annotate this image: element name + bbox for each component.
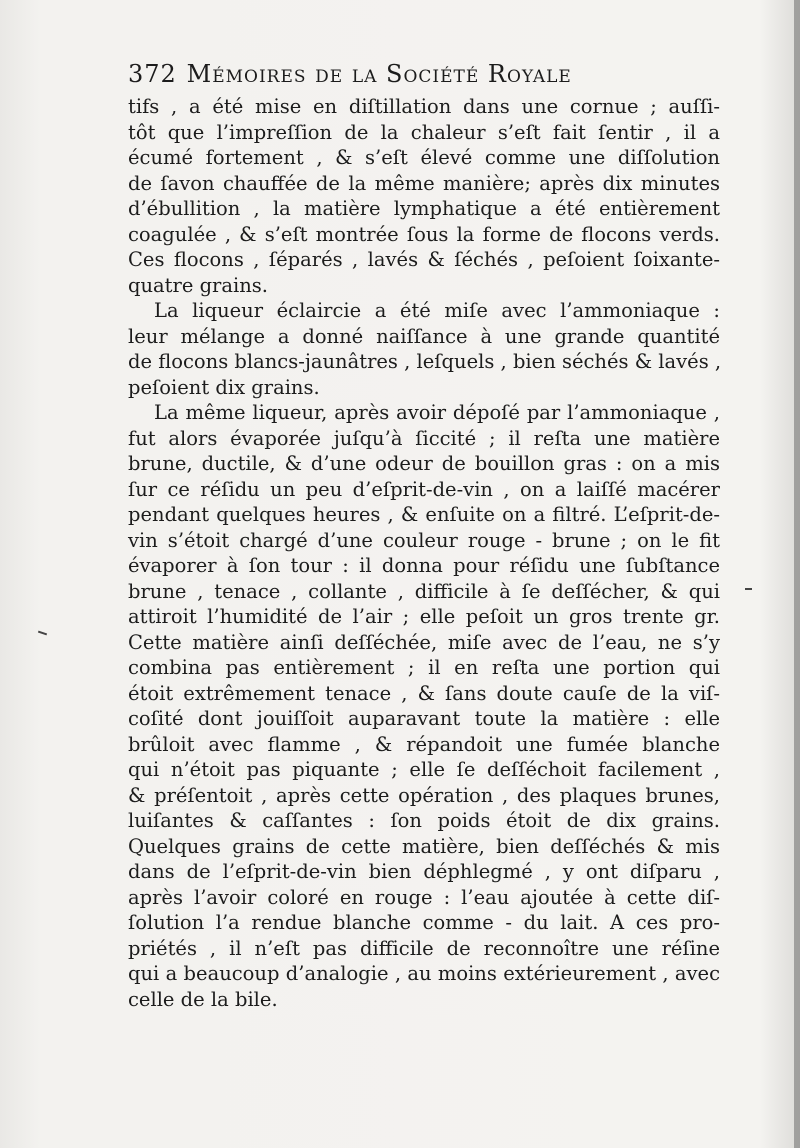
text-line: leur mélange a donné naiſſance à une grande quantité — [128, 324, 720, 348]
text-line: brune , tenace , collante , difficile à ſe deſſécher, & qui — [128, 579, 720, 603]
text-line: quatre grains. — [128, 273, 268, 297]
text-line: brûloit avec flamme , & répandoit une fumée blanche — [128, 732, 720, 756]
text-line: qui a beaucoup d’analogie , au moins extérieurement , avec — [128, 962, 720, 985]
text-line: La liqueur éclaircie a été miſe avec l’ammoniaque : — [154, 299, 720, 322]
text-line: étoit extrêmement tenace , & ſans doute cauſe de la viſ- — [128, 681, 720, 705]
text-line: d’ébullition , la matière lymphatique a été entièrement — [128, 197, 720, 220]
text-line: Ces flocons , ſéparés , lavés & ſéchés , peſoient ſoixante- — [128, 248, 720, 271]
text-line: ſur ce réſidu un peu d’eſprit-de-vin , on a laiſſé macérer — [128, 477, 720, 501]
text-line: qui n’étoit pas piquante ; elle ſe deſſéchoit facilement , — [128, 758, 720, 781]
text-line: vin s’étoit chargé d’une couleur rouge - brune ; on le fit — [128, 528, 720, 552]
text-line: peſoient dix grains. — [128, 375, 320, 399]
text-line: brune, ductile, & d’une odeur de bouillon gras : on a mis — [128, 452, 720, 475]
text-line: celle de la bile. — [128, 987, 278, 1011]
text-line: après l’avoir coloré en rouge : l’eau ajoutée à cette diſ- — [128, 885, 720, 909]
running-header — [128, 60, 728, 96]
text-line: Quelques grains de cette matière, bien deſſéchés & mis — [128, 834, 720, 858]
text-line: de ſavon chauffée de la même manière; après dix minutes — [128, 171, 720, 195]
text-line: coagulée , & s’eſt montrée ſous la forme de flocons verds. — [128, 222, 720, 246]
text-line: priétés , il n’eſt pas difficile de reconnoître une réſine — [128, 936, 720, 960]
text-line: attiroit l’humidité de l’air ; elle peſoit un gros trente gr. — [128, 605, 720, 628]
text-line: & préſentoit , après cette opération , des plaques brunes, — [128, 783, 720, 807]
text-line: écumé fortement , & s’eſt élevé comme une diſſolution — [128, 146, 720, 169]
text-line: luiſantes & caſſantes : ſon poids étoit de dix grains. — [128, 809, 720, 832]
page-number: 372 — [128, 60, 177, 88]
text-line: ſolution l’a rendue blanche comme - du lait. A ces pro- — [128, 911, 720, 934]
body-text — [128, 94, 720, 1012]
text-line: combina pas entièrement ; il en reſta une portion qui — [128, 656, 720, 679]
text-line: La même liqueur, après avoir dépoſé par l’ammoniaque , — [154, 401, 720, 424]
text-line: Cette matière ainſi deſſéchée, miſe avec de l’eau, ne s’y — [128, 630, 720, 654]
running-title: Mémoires de la Société Royale — [186, 60, 572, 88]
text-line: coſité dont jouiſſoit auparavant toute la matière : elle — [128, 707, 720, 730]
text-line: évaporer à ſon tour : il donna pour réſidu une ſubſtance — [128, 554, 720, 577]
text-line: fut alors évaporée juſqu’à ſiccité ; il reſta une matière — [128, 426, 720, 450]
text-line: tifs , a été mise en diſtillation dans une cornue ; auſſi- — [128, 95, 720, 118]
text-line: dans de l’eſprit-de-vin bien déphlegmé , y ont diſparu , — [128, 860, 720, 883]
text-line: tôt que l’impreſſion de la chaleur s’eſt fait ſentir , il a — [128, 120, 720, 144]
page-edge-shadow — [794, 0, 800, 1148]
text-line: pendant quelques heures , & enſuite on a filtré. L’eſprit-de- — [128, 503, 720, 526]
margin-speck — [38, 631, 47, 636]
margin-speck — [745, 588, 752, 590]
text-line: de flocons blancs-jaunâtres , leſquels , bien séchés & lavés , — [128, 350, 722, 373]
